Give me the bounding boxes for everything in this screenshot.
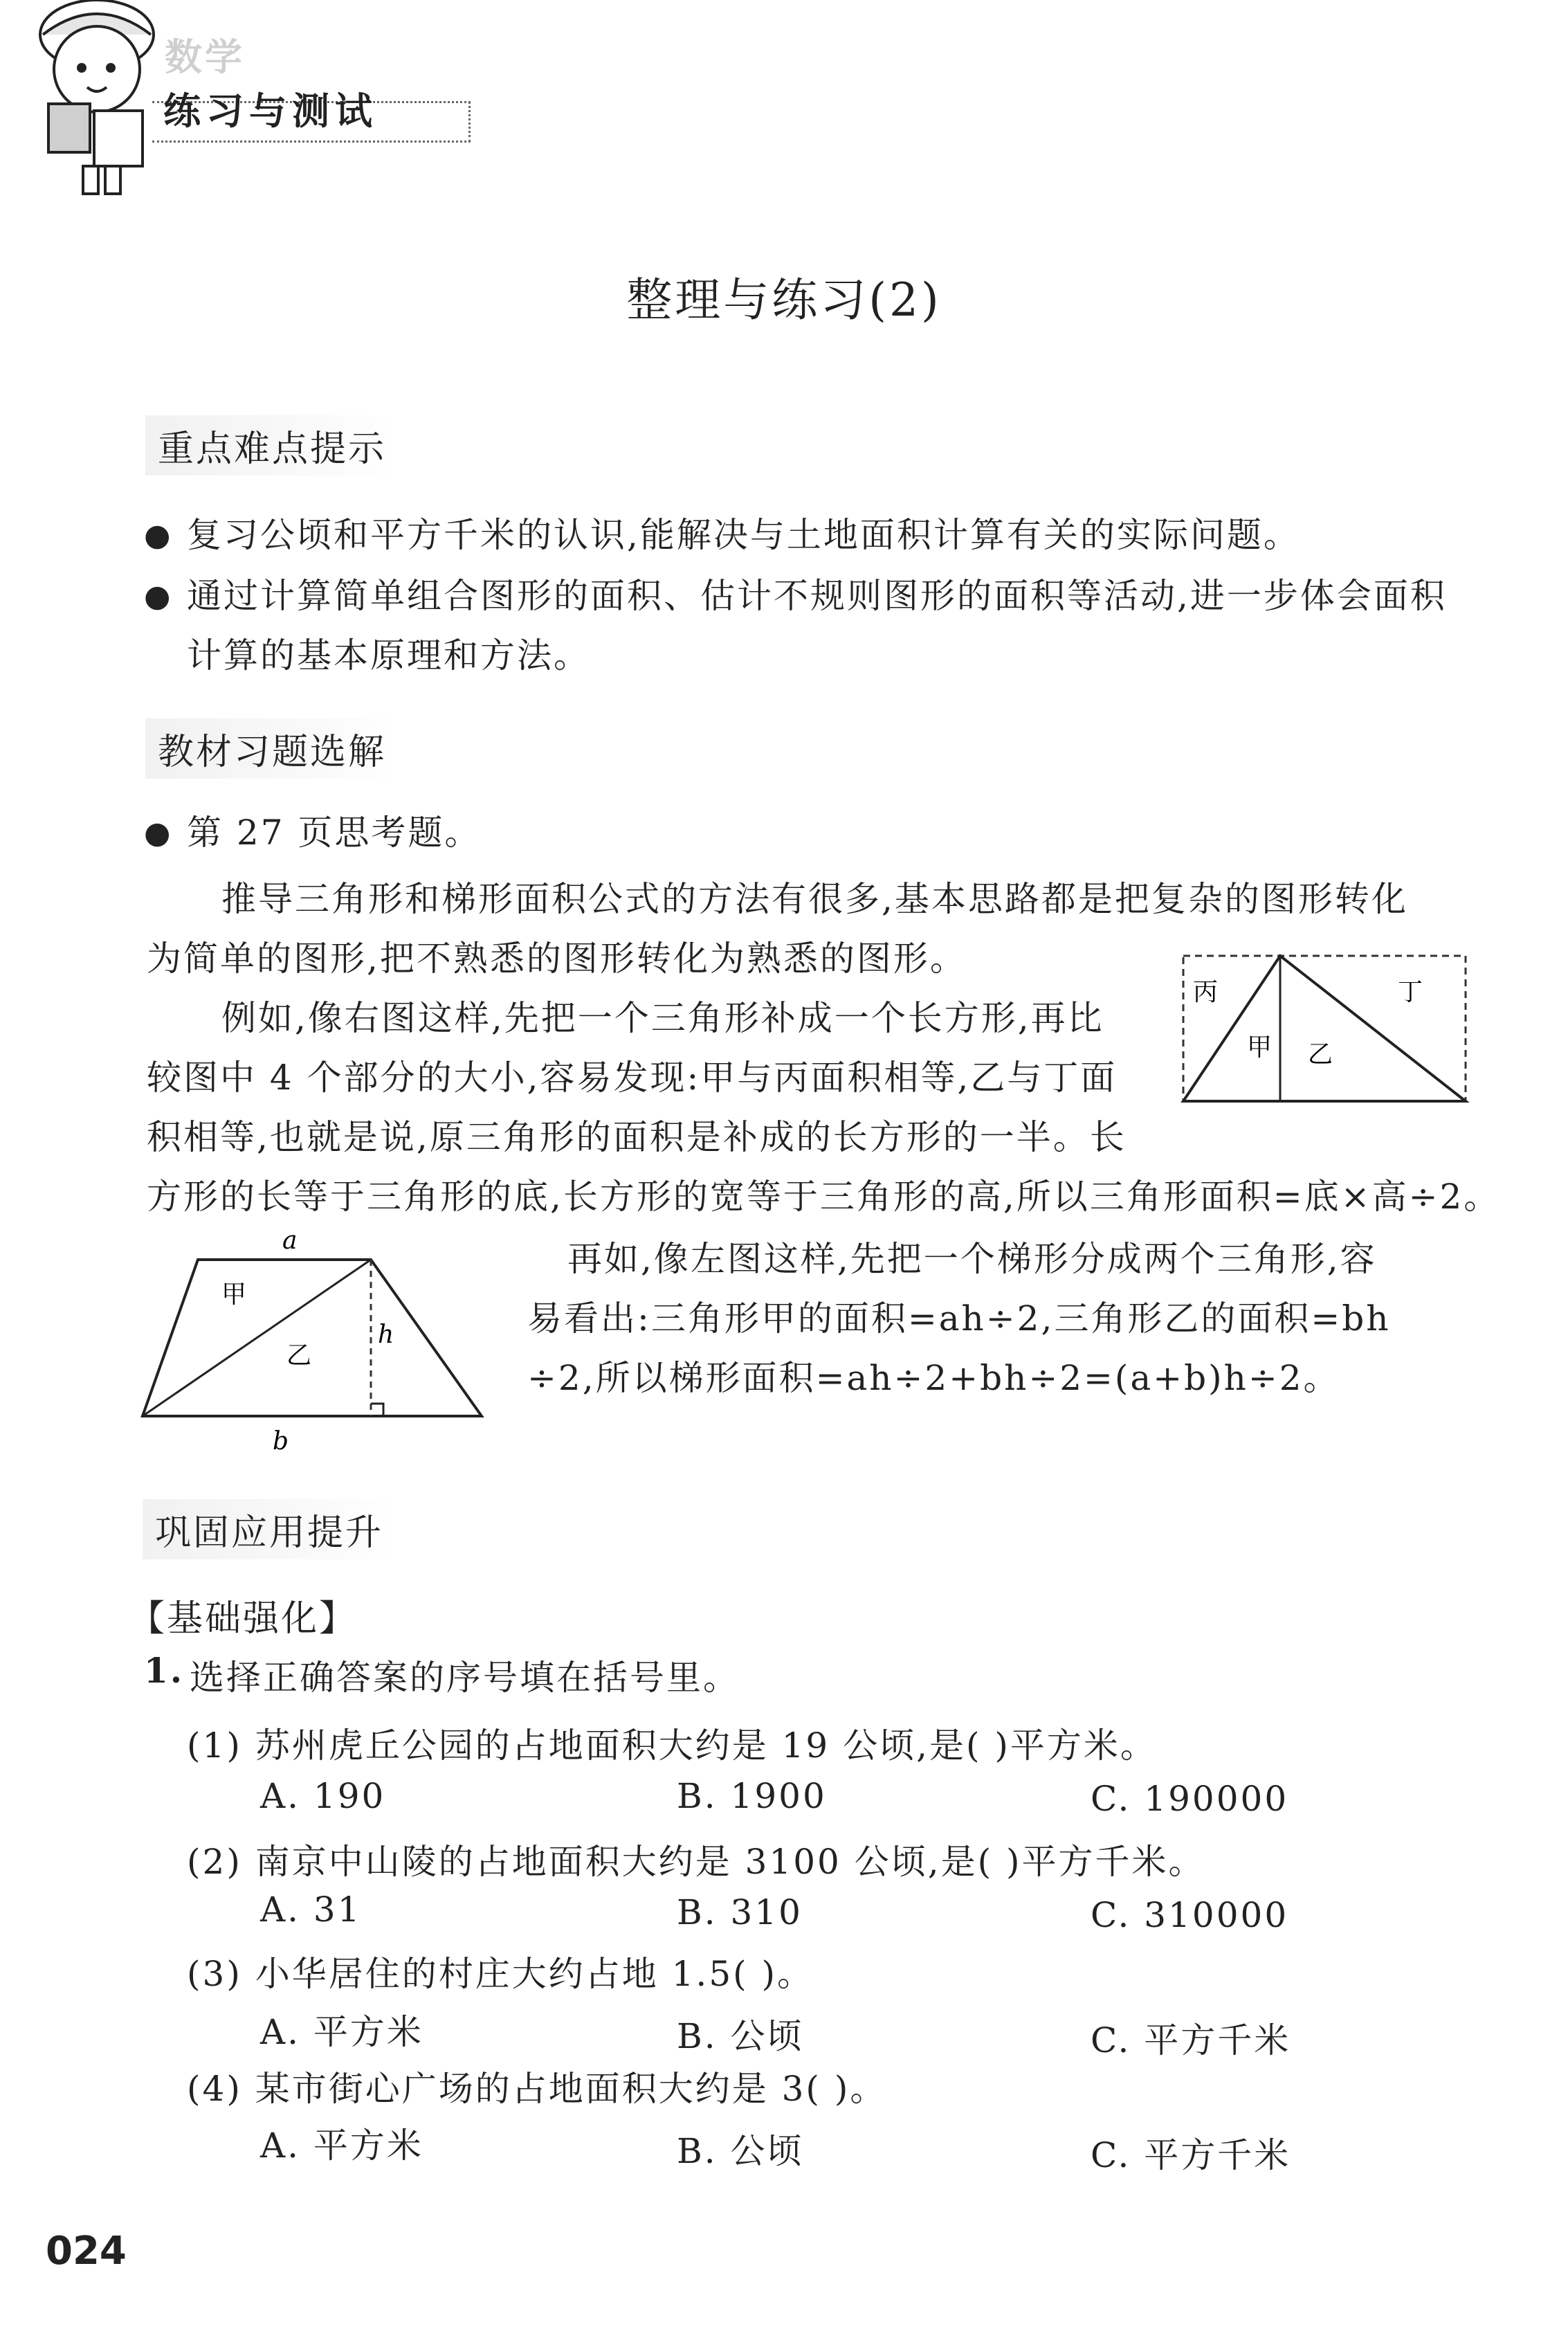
dashed-rectangle xyxy=(1183,956,1466,1101)
label-b: b xyxy=(273,1427,289,1456)
q1-2-option-b: B. 310 xyxy=(677,1892,803,1932)
page-title: 整理与练习(2) xyxy=(626,273,942,327)
para2-line4: 方形的长等于三角形的底,长方形的宽等于三角形的高,所以三角形面积=底×高÷2。 xyxy=(147,1177,1501,1217)
para3-line1: 再如,像左图这样,先把一个梯形分成两个三角形,容 xyxy=(567,1239,1377,1279)
para1-line2: 为简单的图形,把不熟悉的图形转化为熟悉的图形。 xyxy=(147,939,967,979)
right-angle-mark xyxy=(371,1404,383,1416)
q1-2-option-c: C. 310000 xyxy=(1091,1895,1289,1935)
label-jia: 甲 xyxy=(1247,1033,1273,1062)
key-point-1: 复习公顷和平方千米的认识,能解决与土地面积计算有关的实际问题。 xyxy=(187,515,1300,555)
q1-4-option-a: A. 平方米 xyxy=(260,2126,423,2166)
q1-3-option-a: A. 平方米 xyxy=(260,2012,423,2052)
q1-1-option-c: C. 190000 xyxy=(1091,1779,1289,1819)
para3-line2: 易看出:三角形甲的面积=ah÷2,三角形乙的面积=bh xyxy=(527,1298,1391,1339)
label-jia: 甲 xyxy=(221,1280,247,1309)
q1-2-option-a: A. 31 xyxy=(260,1890,362,1930)
q1-3-option-c: C. 平方千米 xyxy=(1091,2020,1291,2060)
para2-line3: 积相等,也就是说,原三角形的面积是补成的长方形的一半。长 xyxy=(147,1117,1127,1157)
mascot-illustration xyxy=(28,0,166,201)
label-yi: 乙 xyxy=(286,1341,312,1370)
q1-1-text: (1) 苏州虎丘公园的占地面积大约是 19 公顷,是( )平方米。 xyxy=(187,1725,1157,1766)
label-yi: 乙 xyxy=(1308,1040,1333,1069)
para1-line1: 推导三角形和梯形面积公式的方法有很多,基本思路都是把复杂的图形转化 xyxy=(221,879,1408,919)
label-bing: 丙 xyxy=(1193,978,1219,1006)
book-series: 练习与测试 xyxy=(163,89,378,133)
bullet-icon: ● xyxy=(144,518,171,553)
trapezoid-diagonal xyxy=(143,1260,371,1416)
trapezoid-outline xyxy=(143,1260,482,1416)
key-point-2: 通过计算简单组合图形的面积、估计不规则图形的面积等活动,进一步体会面积 xyxy=(187,576,1447,616)
q1-4-option-c: C. 平方千米 xyxy=(1091,2135,1291,2175)
q1-2-text: (2) 南京中山陵的占地面积大约是 3100 公顷,是( )平方千米。 xyxy=(187,1842,1205,1882)
book-subject: 数学 xyxy=(165,35,245,79)
section-textbook-title: 教材习题选解 xyxy=(145,718,399,779)
section-practice-title: 巩固应用提升 xyxy=(143,1499,396,1559)
q1-4-option-b: B. 公顷 xyxy=(677,2131,804,2171)
page-number: 024 xyxy=(46,2229,127,2274)
q1-text: 选择正确答案的序号填在括号里。 xyxy=(190,1658,740,1698)
q1-4-text: (4) 某市街心广场的占地面积大约是 3( )。 xyxy=(187,2069,887,2109)
triangle-rectangle-figure xyxy=(1169,952,1474,1111)
bullet-icon: ● xyxy=(144,815,171,851)
key-point-2-cont: 计算的基本原理和方法。 xyxy=(187,635,590,676)
section-key-points-title: 重点难点提示 xyxy=(145,415,399,475)
practice-subhead: 【基础强化】 xyxy=(129,1598,358,1640)
para2-line1: 例如,像右图这样,先把一个三角形补成一个长方形,再比 xyxy=(221,998,1104,1038)
q1-1-option-a: A. 190 xyxy=(260,1776,386,1816)
para2-line2: 较图中 4 个部分的大小,容易发现:甲与丙面积相等,乙与丁面 xyxy=(147,1058,1118,1098)
q1-1-option-b: B. 1900 xyxy=(677,1776,827,1816)
q1-3-text: (3) 小华居住的村庄大约占地 1.5( )。 xyxy=(187,1954,814,1994)
bullet-icon: ● xyxy=(144,579,171,614)
para3-line3: ÷2,所以梯形面积=ah÷2+bh÷2=(a+b)h÷2。 xyxy=(527,1358,1340,1398)
trapezoid-figure xyxy=(131,1225,491,1460)
q1-3-option-b: B. 公顷 xyxy=(677,2016,804,2056)
q1-number: 1. xyxy=(144,1650,185,1691)
textbook-bullet: 第 27 页思考题。 xyxy=(187,813,482,853)
label-ding: 丁 xyxy=(1398,978,1423,1006)
label-h: h xyxy=(378,1321,394,1349)
triangle-outline xyxy=(1183,956,1466,1101)
label-a: a xyxy=(282,1226,298,1255)
